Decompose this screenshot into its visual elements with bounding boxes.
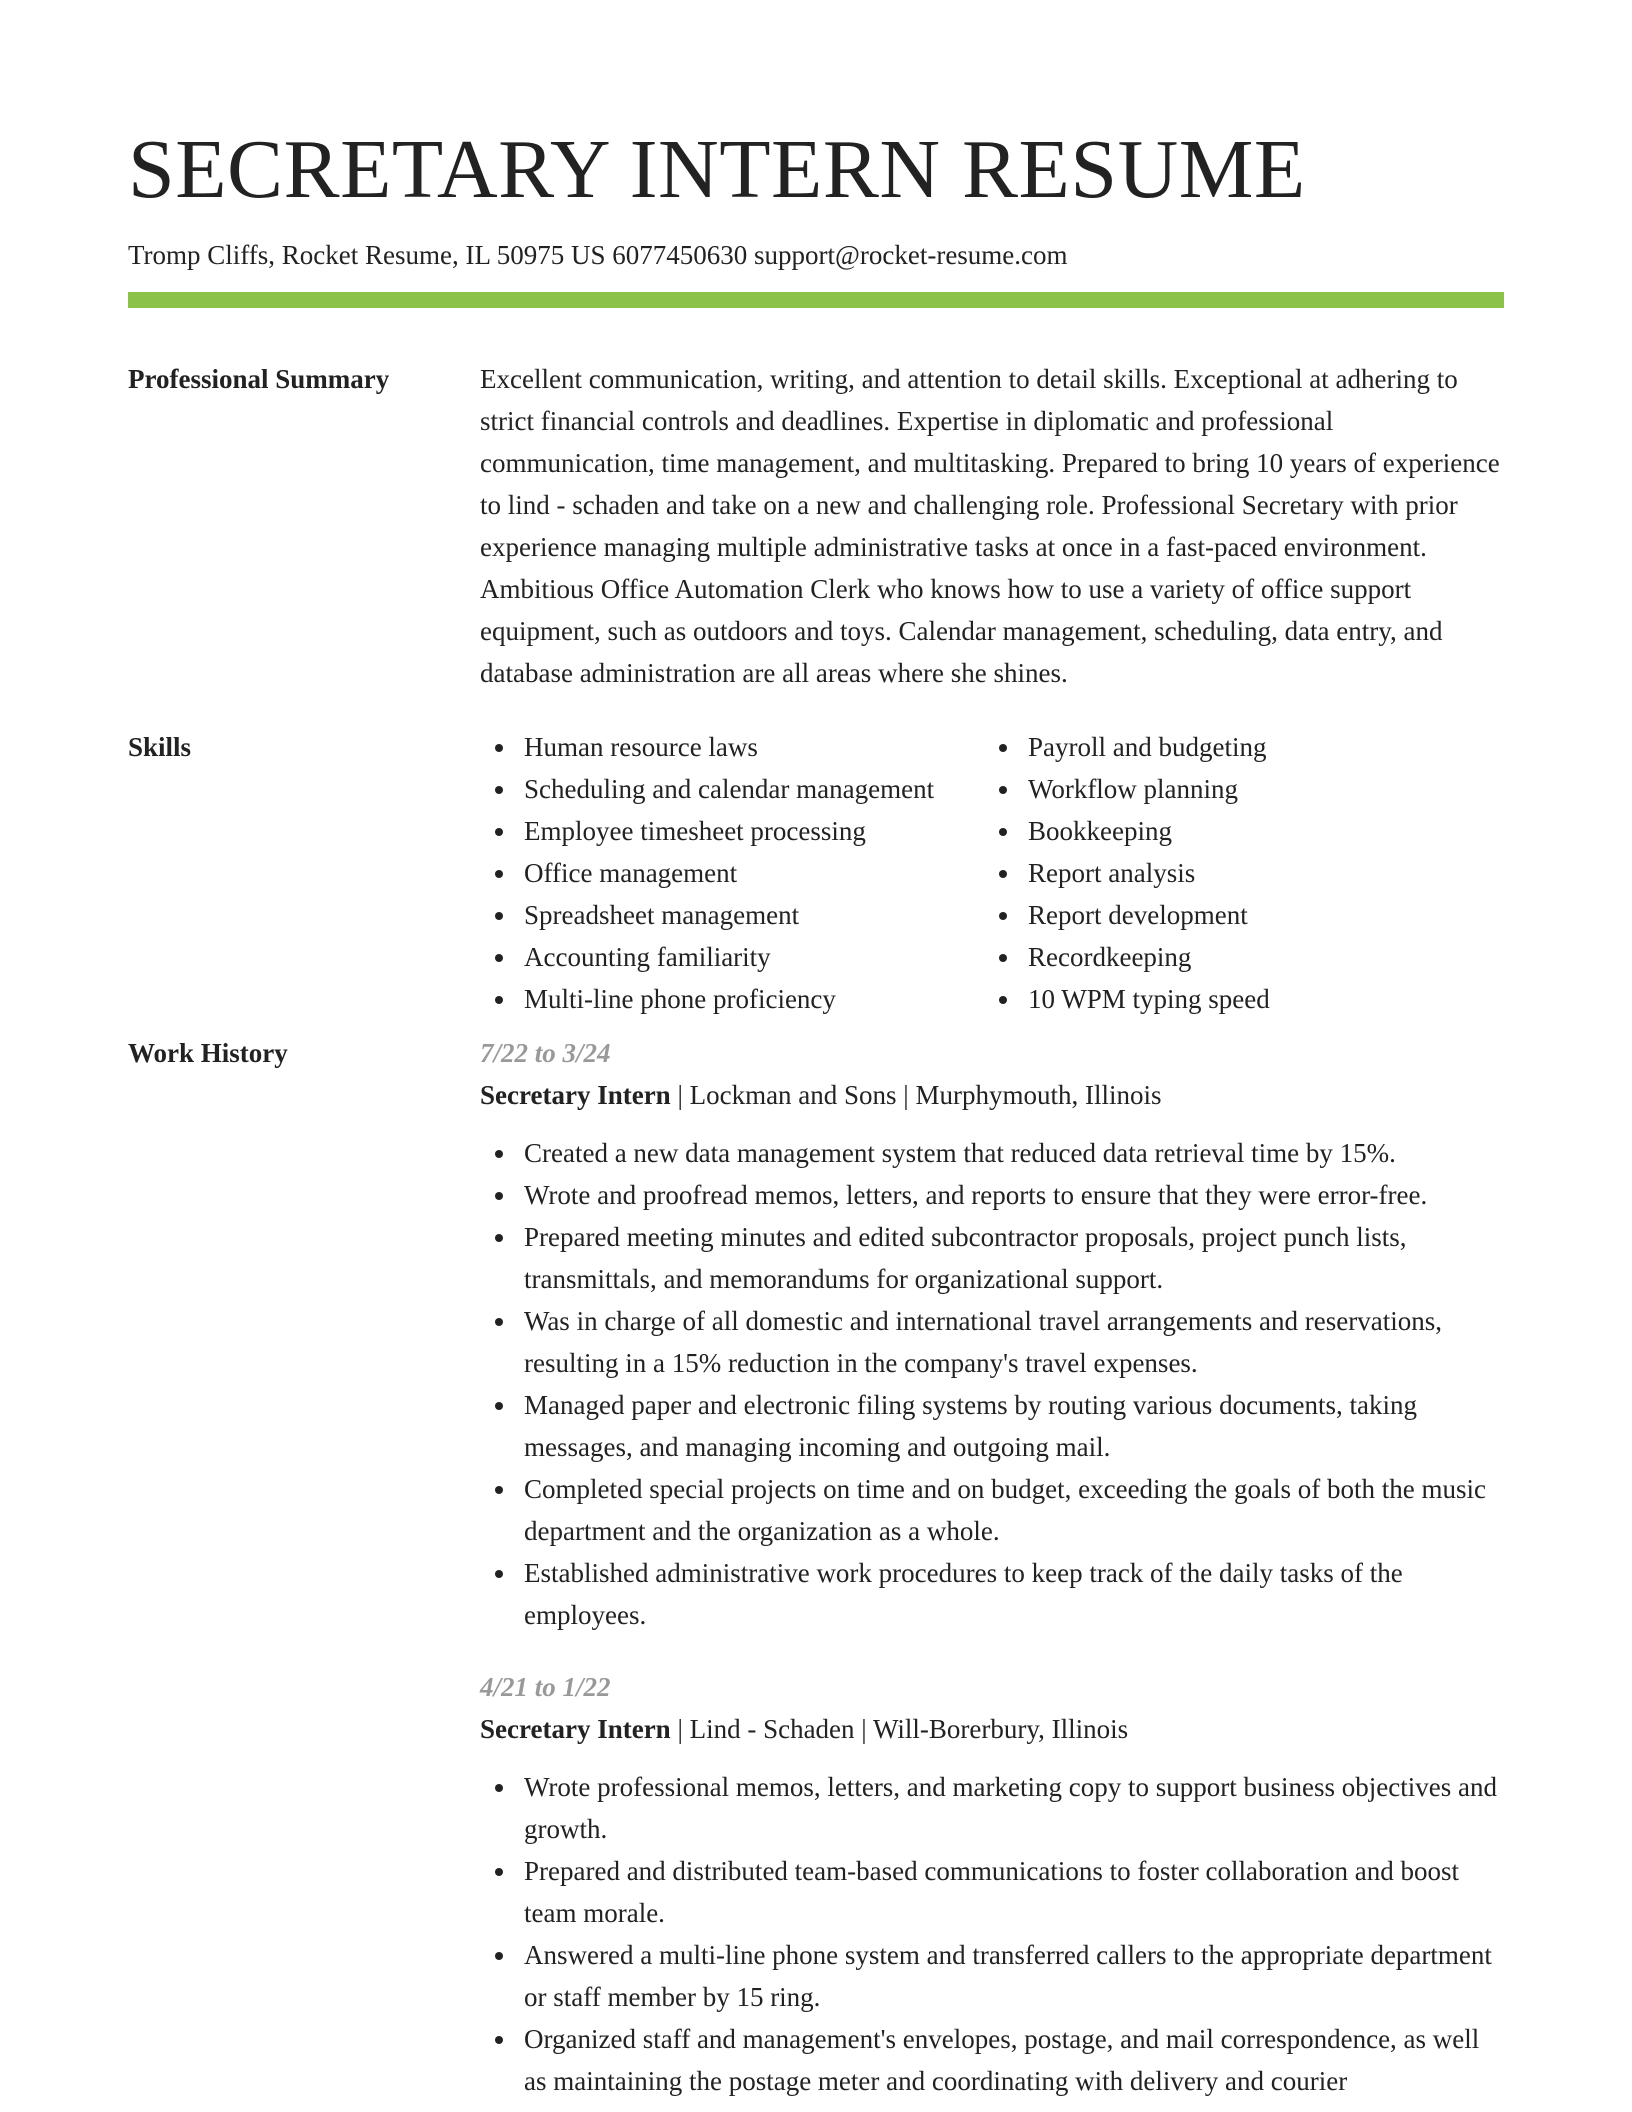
job-heading <box>480 1708 1504 1750</box>
skill-item: Human resource laws <box>480 726 984 768</box>
job-bullet: Wrote and proofread memos, letters, and reports to ensure that they were error-free. <box>480 1174 1504 1216</box>
summary-text: Excellent communication, writing, and attention to detail skills. Exceptional at adhering to strict financial controls and deadlines. Expertise in diplomatic and professional communication, time management, and multitasking. Prepared to bring 10 years of experience to lind - schaden and take on a new and challenging role. Professional Secretary with prior experience managing multiple administrative tasks at once in a fast-paced environment. Ambitious Office Automation Clerk who knows how to use a variety of office support equipment, such as outdoors and toys. Calendar management, scheduling, data entry, and database administration are all areas where she shines. <box>480 364 1500 688</box>
skill-item: Accounting familiarity <box>480 936 984 978</box>
job-dates: 4/21 to 1/22 <box>480 1672 611 1702</box>
work-history-section <box>128 1032 1504 2102</box>
job-bullet: Wrote professional memos, letters, and marketing copy to support business objectives and growth. <box>480 1766 1504 1850</box>
skill-item: 10 WPM typing speed <box>984 978 1484 1020</box>
skill-item: Workflow planning <box>984 768 1484 810</box>
job-bullet: Answered a multi-line phone system and transferred callers to the appropriate department or staff member by 15 ring. <box>480 1934 1504 2018</box>
skills-section <box>128 726 1504 1020</box>
work-history-body <box>480 1032 1504 2102</box>
section-label-summary: Professional Summary <box>128 364 390 394</box>
job-details: | Lind - Schaden | Will-Borerbury, Illinois <box>670 1714 1129 1744</box>
section-label-skills: Skills <box>128 732 192 762</box>
section-label-work: Work History <box>128 1038 288 1068</box>
skill-item: Office management <box>480 852 984 894</box>
skill-item: Employee timesheet processing <box>480 810 984 852</box>
job-bullets <box>480 1766 1504 2102</box>
skills-column-right <box>984 726 1484 1020</box>
resume-title: SECRETARY INTERN RESUME <box>128 123 1306 216</box>
job-title: Secretary Intern <box>480 1714 671 1744</box>
skill-item: Payroll and budgeting <box>984 726 1484 768</box>
skills-grid <box>480 726 1504 1020</box>
job-bullets <box>480 1132 1504 1636</box>
job-bullet: Organized staff and management's envelopes, postage, and mail correspondence, as well as maintaining the postage meter and coordinating with delivery and courier <box>480 2018 1504 2102</box>
job-dates: 7/22 to 3/24 <box>480 1038 611 1068</box>
job-bullet: Created a new data management system that reduced data retrieval time by 15%. <box>480 1132 1504 1174</box>
job-bullet: Completed special projects on time and on budget, exceeding the goals of both the music department and the organization as a whole. <box>480 1468 1504 1552</box>
job-heading <box>480 1074 1504 1116</box>
skills-column-left <box>480 726 984 1020</box>
job-bullet: Prepared meeting minutes and edited subcontractor proposals, project punch lists, transmittals, and memorandums for organizational support. <box>480 1216 1504 1300</box>
contact-line: Tromp Cliffs, Rocket Resume, IL 50975 US 6077450630 support@rocket-resume.com <box>128 240 1068 270</box>
job-bullet: Was in charge of all domestic and international travel arrangements and reservations, resulting in a 15% reduction in the company's travel expenses. <box>480 1300 1504 1384</box>
skill-item: Spreadsheet management <box>480 894 984 936</box>
skill-item: Report development <box>984 894 1484 936</box>
job-details: | Lockman and Sons | Murphymouth, Illinois <box>670 1080 1162 1110</box>
skill-item: Bookkeeping <box>984 810 1484 852</box>
skill-item: Recordkeeping <box>984 936 1484 978</box>
header-divider <box>128 292 1504 308</box>
job-bullet: Prepared and distributed team-based communications to foster collaboration and boost team morale. <box>480 1850 1504 1934</box>
job-bullet: Managed paper and electronic filing systems by routing various documents, taking messages, and managing incoming and outgoing mail. <box>480 1384 1504 1468</box>
skill-item: Scheduling and calendar management <box>480 768 984 810</box>
resume-page <box>128 0 1504 2102</box>
skill-item: Report analysis <box>984 852 1484 894</box>
job-bullet: Established administrative work procedures to keep track of the daily tasks of the employees. <box>480 1552 1504 1636</box>
summary-section <box>128 358 1504 694</box>
skill-item: Multi-line phone proficiency <box>480 978 984 1020</box>
job-entry <box>480 1032 1504 1636</box>
job-entry <box>480 1666 1504 2102</box>
job-title: Secretary Intern <box>480 1080 671 1110</box>
